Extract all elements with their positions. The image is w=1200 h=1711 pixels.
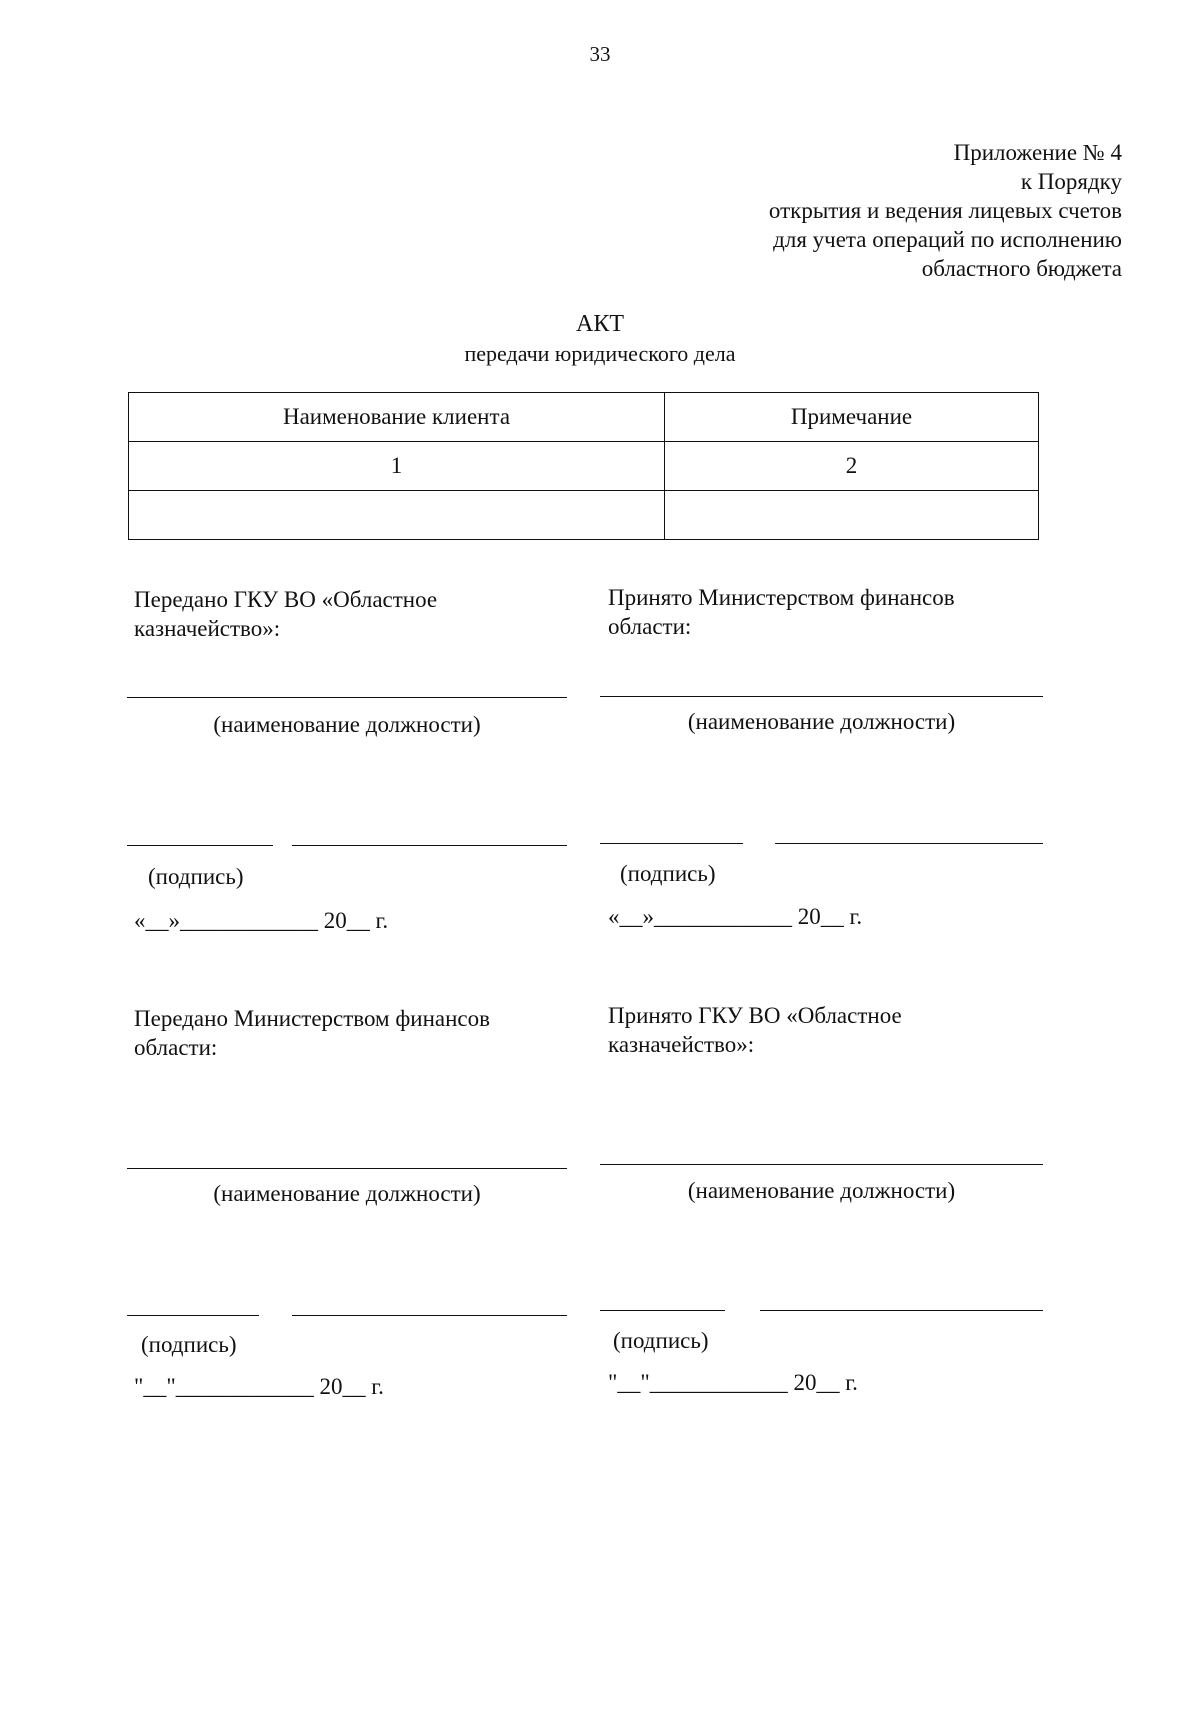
position-line bbox=[127, 697, 567, 698]
document-subtitle: передачи юридического дела bbox=[464, 341, 736, 366]
signature-caption: (подпись) bbox=[148, 864, 244, 889]
date-line: «__»____________ 20__ г. bbox=[608, 904, 863, 929]
appendix-line: для учета операций по исполнению bbox=[773, 227, 1122, 252]
table-cell bbox=[665, 491, 1039, 540]
signature-caption: (подпись) bbox=[141, 1332, 237, 1357]
name-line bbox=[760, 1310, 1043, 1311]
appendix-line: к Порядку bbox=[1020, 169, 1122, 194]
table-number-row bbox=[129, 442, 1039, 491]
date-line: «__»____________ 20__ г. bbox=[134, 908, 389, 933]
appendix-line: открытия и ведения лицевых счетов bbox=[768, 198, 1122, 223]
date-line: "__"____________ 20__ г. bbox=[134, 1374, 384, 1399]
label-line: казначейство»: bbox=[608, 1032, 755, 1057]
table-header-row bbox=[129, 393, 1039, 442]
date-line: "__"____________ 20__ г. bbox=[608, 1370, 858, 1395]
signature-line bbox=[600, 1310, 725, 1311]
table-row bbox=[129, 491, 1039, 540]
signature-caption: (подпись) bbox=[620, 861, 716, 886]
name-line bbox=[775, 843, 1043, 844]
table-header-cell: Наименование клиента bbox=[129, 393, 665, 442]
signature-line bbox=[600, 843, 743, 844]
label-line: области: bbox=[608, 614, 692, 639]
label-line: Принято Министерством финансов bbox=[608, 585, 955, 610]
name-line bbox=[292, 1315, 567, 1316]
signature-line bbox=[127, 1315, 259, 1316]
transfer-label bbox=[134, 1004, 490, 1062]
acceptance-label bbox=[608, 583, 955, 641]
appendix-line: областного бюджета bbox=[921, 256, 1122, 281]
label-line: Принято ГКУ ВО «Областное bbox=[608, 1003, 902, 1028]
table-number-cell: 1 bbox=[129, 442, 665, 491]
signature-line bbox=[127, 845, 273, 846]
transfer-label bbox=[134, 585, 437, 643]
appendix-header bbox=[769, 138, 1122, 283]
label-line: казначейство»: bbox=[134, 616, 281, 641]
position-line bbox=[600, 696, 1043, 697]
position-caption: (наименование должности) bbox=[687, 1178, 956, 1203]
position-caption: (наименование должности) bbox=[687, 709, 956, 734]
name-line bbox=[292, 845, 567, 846]
label-line: области: bbox=[134, 1035, 218, 1060]
label-line: Передано Министерством финансов bbox=[134, 1006, 490, 1031]
signature-caption: (подпись) bbox=[613, 1328, 709, 1353]
document-title: АКТ bbox=[576, 311, 624, 337]
position-line bbox=[600, 1164, 1043, 1165]
position-line bbox=[127, 1168, 567, 1169]
table-number-cell: 2 bbox=[665, 442, 1039, 491]
position-caption: (наименование должности) bbox=[213, 1181, 481, 1206]
table-cell bbox=[129, 491, 665, 540]
acceptance-label bbox=[608, 1001, 902, 1059]
page-number: 33 bbox=[589, 42, 611, 66]
appendix-line: Приложение № 4 bbox=[953, 140, 1122, 165]
position-caption: (наименование должности) bbox=[213, 712, 481, 737]
table-header-cell: Примечание bbox=[665, 393, 1039, 442]
transfer-table bbox=[128, 392, 1039, 540]
label-line: Передано ГКУ ВО «Областное bbox=[134, 587, 438, 612]
